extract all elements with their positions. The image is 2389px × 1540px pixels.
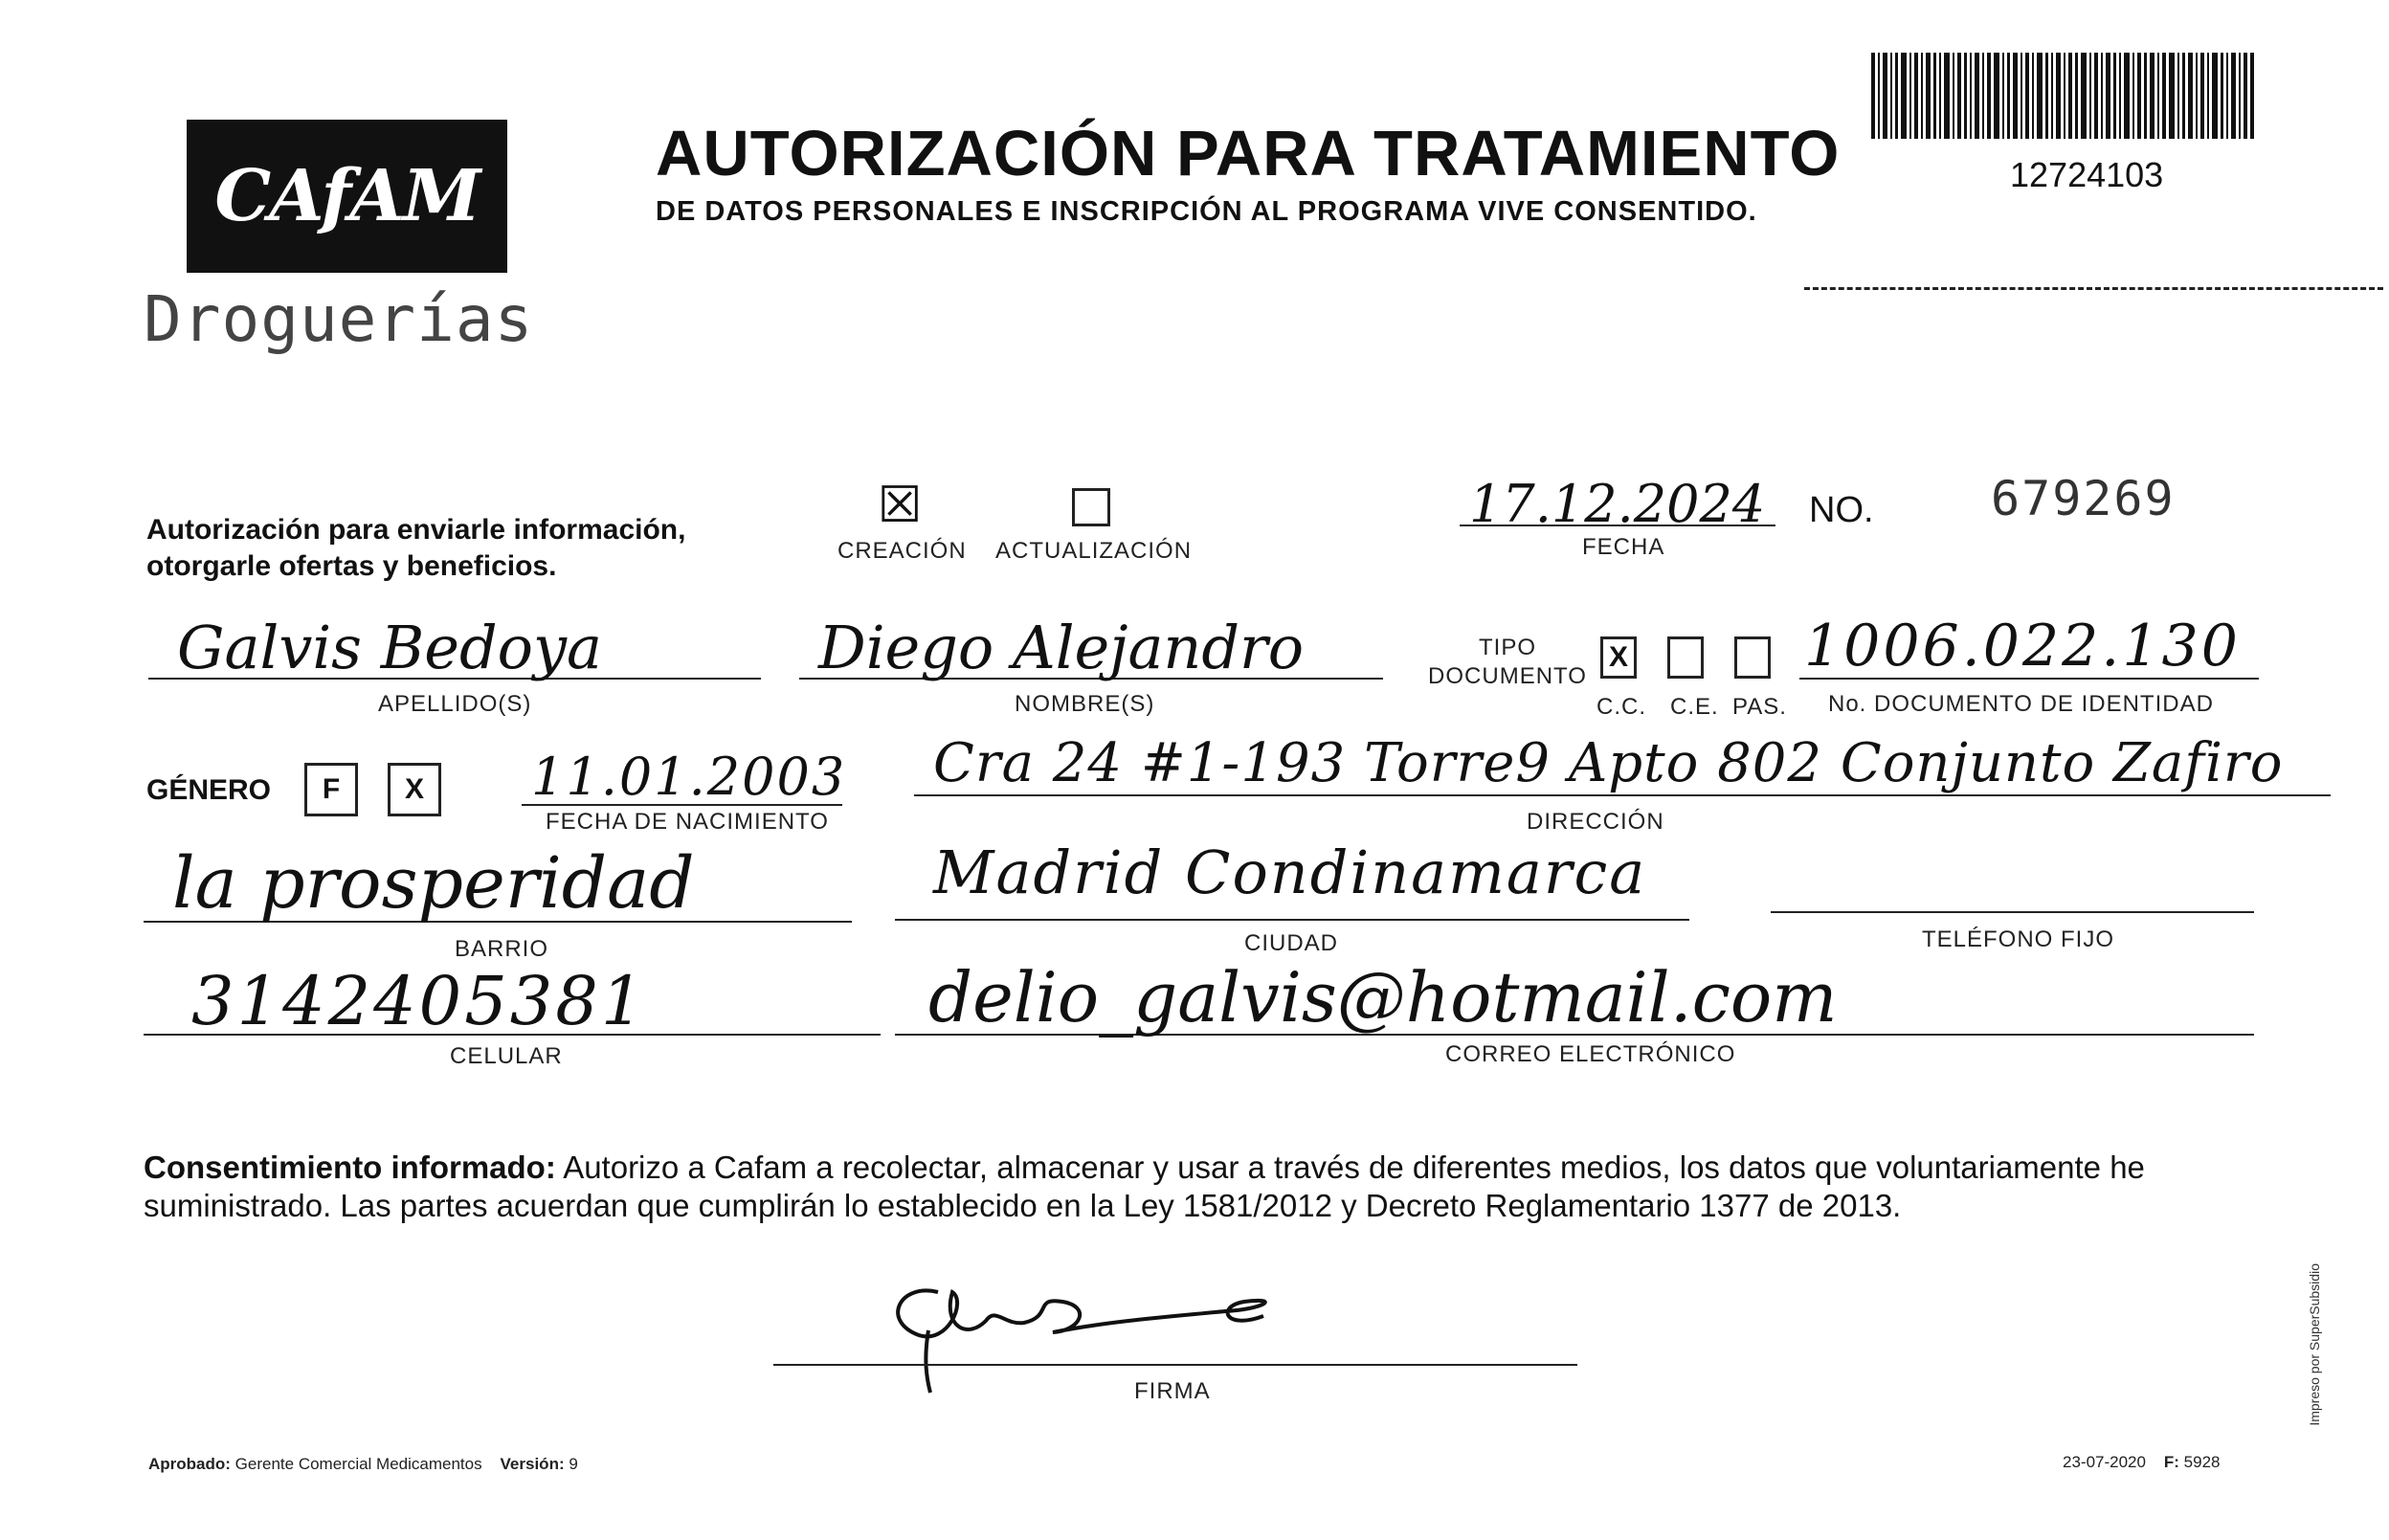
no-label: NO. — [1809, 490, 1874, 530]
pas-label: PAS. — [1732, 694, 1787, 720]
ciudad-line — [895, 919, 1689, 921]
apellidos-label: APELLIDO(S) — [378, 691, 532, 717]
cut-line — [1804, 287, 2383, 290]
cafam-logo — [187, 120, 507, 273]
creacion-checkbox[interactable] — [877, 478, 923, 533]
code-label: F: — [2163, 1453, 2179, 1471]
genero-label: GÉNERO — [146, 774, 272, 806]
creacion-check-mark: ☒ — [877, 478, 923, 533]
footer-left — [148, 1455, 578, 1474]
direccion-label: DIRECCIÓN — [1527, 809, 1664, 835]
celular-label: CELULAR — [450, 1043, 563, 1069]
consent-block — [144, 1149, 2249, 1225]
ce-label: C.E. — [1670, 694, 1719, 720]
consent-heading: Consentimiento informado: — [144, 1149, 556, 1185]
apellidos-value[interactable]: Galvis Bedoya — [177, 613, 602, 682]
intro-text: Autorización para enviarle información, otorgarle ofertas y beneficios. — [146, 514, 686, 582]
code-value: 5928 — [2183, 1453, 2221, 1471]
logo-subtitle: Droguerías — [144, 282, 534, 356]
telefono-line — [1771, 911, 2254, 913]
cc-label: C.C. — [1596, 694, 1646, 720]
fecha-label: FECHA — [1582, 534, 1665, 560]
firma-label: FIRMA — [1134, 1378, 1211, 1404]
telefono-label: TELÉFONO FIJO — [1922, 926, 2115, 952]
signature-image — [861, 1263, 1397, 1397]
version-value: 9 — [569, 1455, 578, 1473]
consent-text: Autorizo a Cafam a recolectar, almacenar y usar a través de diferentes medios, los datos que voluntariamente he suministrado. Las partes acuerdan que cumplirán lo establecido en la Ley 1581/2012 y Decreto Reglamentario 1377 de 2013. — [144, 1149, 2145, 1223]
cc-check-mark: X — [1608, 641, 1628, 673]
barrio-label: BARRIO — [455, 936, 549, 962]
vertical-print-note: Impreso por SuperSubsidio — [2307, 1263, 2322, 1426]
firma-line — [773, 1364, 1577, 1366]
logo-text: CAfAM — [214, 155, 480, 237]
genero-m-checkbox[interactable] — [388, 763, 441, 816]
version-label: Versión: — [500, 1455, 565, 1473]
celular-value[interactable]: 3142405381 — [191, 962, 647, 1040]
tipo-documento-label: TIPO DOCUMENTO — [1428, 635, 1587, 689]
pas-checkbox[interactable] — [1734, 636, 1771, 679]
nacimiento-label: FECHA DE NACIMIENTO — [546, 809, 829, 835]
barrio-value[interactable]: la prosperidad — [172, 842, 695, 925]
creacion-label: CREACIÓN — [837, 538, 967, 564]
form-number: 679269 — [1991, 471, 2176, 526]
direccion-value[interactable]: Cra 24 #1-193 Torre9 Apto 802 Conjunto Zafiro — [933, 732, 2284, 794]
direccion-line — [914, 794, 2331, 796]
aprobado-value: Gerente Comercial Medicamentos — [234, 1455, 482, 1473]
genero-f-label: F — [322, 773, 341, 805]
actualizacion-label: ACTUALIZACIÓN — [995, 538, 1193, 564]
fecha-value[interactable]: 17.12.2024 — [1469, 474, 1766, 534]
genero-f-checkbox[interactable] — [304, 763, 358, 816]
actualizacion-checkbox[interactable] — [1072, 488, 1110, 526]
nombres-value[interactable]: Diego Alejandro — [818, 613, 1305, 682]
genero-m-mark: X — [404, 773, 424, 805]
aprobado-label: Aprobado: — [148, 1455, 231, 1473]
barcode — [1871, 53, 2254, 139]
nacimiento-value[interactable]: 11.01.2003 — [531, 747, 847, 807]
documento-value[interactable]: 1006.022.130 — [1804, 613, 2241, 680]
correo-value[interactable]: delio_galvis@hotmail.com — [928, 957, 1838, 1038]
footer-right — [2063, 1453, 2220, 1472]
footer-date: 23-07-2020 — [2063, 1453, 2146, 1471]
form-title: AUTORIZACIÓN PARA TRATAMIENTO — [656, 118, 1841, 190]
documento-label: No. DOCUMENTO DE IDENTIDAD — [1828, 691, 2214, 717]
form-subtitle: DE DATOS PERSONALES E INSCRIPCIÓN AL PROGRAMA VIVE CONSENTIDO. — [656, 196, 1757, 227]
cc-checkbox[interactable] — [1600, 636, 1637, 679]
correo-label: CORREO ELECTRÓNICO — [1445, 1041, 1736, 1067]
nombres-label: NOMBRE(S) — [1015, 691, 1155, 717]
ciudad-label: CIUDAD — [1244, 930, 1339, 956]
ciudad-value[interactable]: Madrid Condinamarca — [933, 837, 1647, 907]
barcode-number: 12724103 — [2010, 155, 2164, 194]
ce-checkbox[interactable] — [1667, 636, 1704, 679]
